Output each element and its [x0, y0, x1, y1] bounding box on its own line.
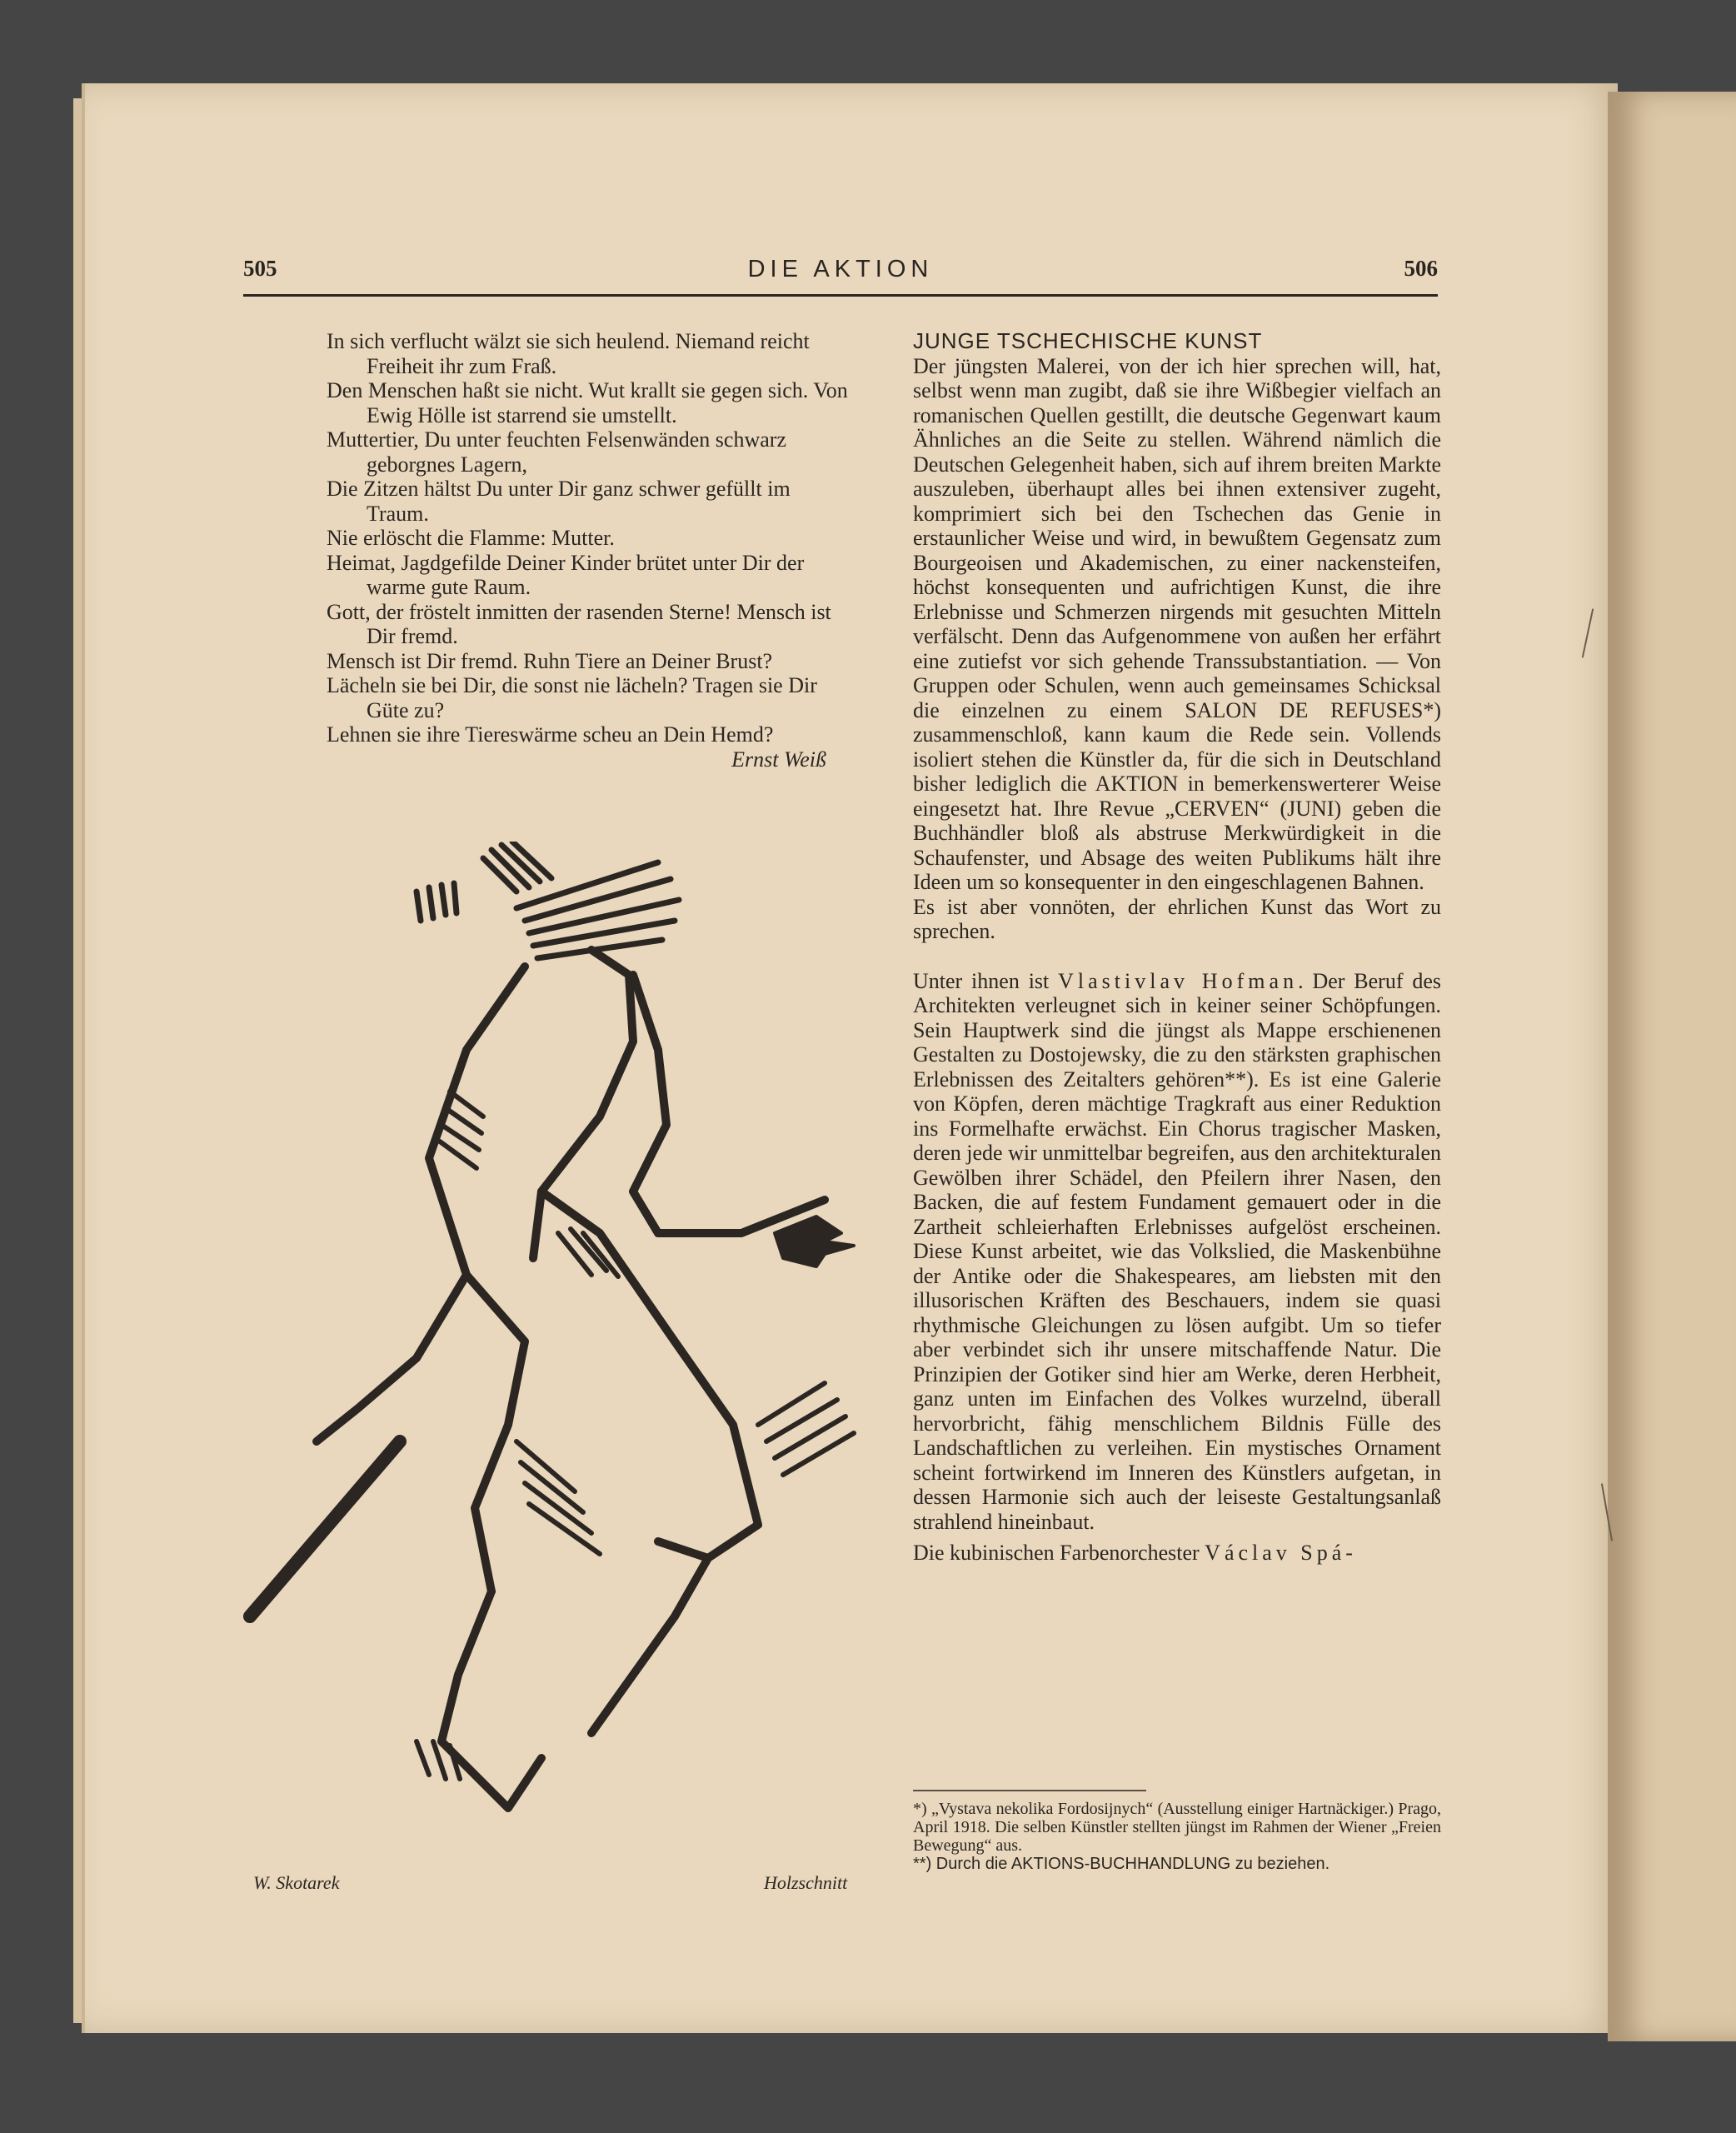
article-paragraph: Es ist aber vonnöten, der ehrlichen Kunst das Wort zu sprechen.	[913, 894, 1441, 943]
article-text: Die kubinischen Farbenorchester	[913, 1541, 1200, 1565]
footnote-rule	[913, 1790, 1146, 1791]
page-number-left: 505	[243, 256, 277, 281]
artist-name-hofman: Vlastivlav Hofman	[1058, 968, 1299, 993]
poem-author: Ernst Weiß	[731, 747, 826, 772]
footnotes	[913, 1800, 1441, 1873]
poem-line: Gott, der fröstelt inmitten der rasenden Sterne! Mensch ist Dir fremd.	[327, 599, 831, 648]
footnote: **) Durch die AKTIONS-BUCHHANDLUNG zu beziehen.	[913, 1855, 1330, 1873]
article-heading: JUNGE TSCHECHISCHE KUNST	[913, 328, 1263, 353]
journal-title: DIE AKTION	[747, 256, 934, 282]
artist-name-spala: Václav Spá-	[1205, 1541, 1357, 1565]
article-paragraph: Der jüngsten Malerei, von der ich hier sprechen will, hat, selbst wenn man zugibt, daß sie ihre Wißbegier vielfach an romanischen Quellen gestillt, die deutsche Gegenwart kaum Ähnliches an die Seite zu stellen. Während nämlich die Deutschen Gelegenheit haben, sich auf ihrem breiten Markte auszuleben, überhaupt alles bei ihnen extensiver zugeht, komprimiert sich bei den Tschechen das Genie in erstaunlicher Weise und wird, in bewußtem Gegensatz zum Bourgeoisen und Akademischen, zu einer nackensteifen, höchst konsequenten und aufrichtigen Kunst, die ihre Erlebnisse und Schmerzen nirgends mit gesuchten Mitteln verfälscht. Denn das Aufgenommene von außen her erfährt eine zutiefst vor sich gehende Transsubstantiation. — Von Gruppen oder Schulen, wenn auch gemeinsames Schicksal die einzelnen zu einem SALON DE REFUSES*) zusammenschloß, kann kaum die Rede sein. Vollends isoliert stehen die Künstler da, für die sich in Deutschland bisher lediglich die AKTION in bemerkenswerterer Weise eingesetzt hat. Ihre Revue „CERVEN“ (JUNI) geben die Buchhändler bloß als abstruse Merkwürdigkeit in die Schaufenster, und Absage des weiten Publikums hält ihre Ideen um so konsequenter in den eingeschlagenen Bahnen.	[913, 353, 1441, 894]
footnote: *) „Vystava nekolika Fordosijnych“ (Ausstellung einiger Hartnäckiger.) Prago, April 1918. Die selben Künstler stellten jüngst im Rahmen der Wiener „Freien Bewegung“ aus.	[913, 1800, 1441, 1855]
article-paragraph	[913, 969, 1441, 1535]
poem-line: Muttertier, Du unter feuchten Felsenwänden schwarz geborgnes Lagern,	[327, 427, 786, 477]
woodcut-artist-caption: W. Skotarek	[253, 1872, 340, 1893]
hair-strokes	[417, 842, 679, 958]
next-page-edge	[1608, 92, 1736, 2041]
poem-line: Heimat, Jagdgefilde Deiner Kinder brütet unter Dir der warme gute Raum.	[327, 550, 805, 599]
article-text: . Der Beruf des Architekten verleugnet sich in keiner seiner Schöpfungen. Sein Hauptwerk sind die jüngst als Mappe erschienenen Gestalten zu Dostojewsky, die zu den stärksten graphischen Erlebnissen des Zeitalters gehören**). Es ist eine Galerie von Köpfen, deren mächtige Tragkraft aus einer Reduktion ins Formelhafte erwächst. Ein Chorus tragischer Masken, deren jede wir unmittelbar begreifen, aus den architekturalen Gewölben ihrer Schädel, den Pfeilern ihrer Nasen, den Backen, die auf festem Fundament gemauert oder in die Zartheit schleierhaften Erlebnisses aufgelöst erscheinen. Diese Kunst arbeitet, wie das Volkslied, die Maskenbühne der Antike oder die Shakespeares, am liebsten mit den illusorischen Kräften des Beschauers, indem sie quasi rhythmische Gleichungen zu lösen aufgibt. Um so tiefer aber verbindet sich ihr unsere mitschaffende Natur. Die Prinzipien der Gotiker sind hier am Werke, deren Herbheit, ganz unten im Einfachen des Volkes wurzelnd, überall hervorbricht, fähig menschlichem Bildnis Fülle des Landschaftlichen zu verleihen. Ein mystisches Ornament scheint fortwirkend im Inneren des Künstlers aufgetan, in dessen Harmonie sich auch der leiseste Gestaltungsanlaß strahlend hineinbaut.	[913, 968, 1442, 1534]
poem-line: Den Menschen haßt sie nicht. Wut krallt sie gegen sich. Von Ewig Hölle ist starrend sie umstellt.	[327, 378, 848, 427]
poem-line: Die Zitzen hältst Du unter Dir ganz schwer gefüllt im Traum.	[327, 477, 791, 526]
woodcut-technique-caption: Holzschnitt	[764, 1872, 848, 1893]
running-header	[243, 254, 1438, 297]
poem-line: Lächeln sie bei Dir, die sonst nie lächeln? Tragen sie Dir Güte zu?	[327, 673, 817, 722]
article-paragraph	[913, 1541, 1441, 1566]
poem	[327, 329, 851, 772]
poem-line: Lehnen sie ihre Tiereswärme scheu an Dein Hemd?	[327, 722, 774, 747]
article	[913, 329, 1441, 1566]
woodcut-figure-image	[242, 842, 908, 1841]
article-text: Unter ihnen ist	[913, 968, 1050, 993]
poem-line: In sich verflucht wälzt sie sich heulend. Niemand reicht Freiheit ihr zum Fraß.	[327, 329, 810, 378]
poem-line: Nie erlöscht die Flamme: Mutter.	[327, 526, 615, 550]
poem-line: Mensch ist Dir fremd. Ruhn Tiere an Deiner Brust?	[327, 648, 773, 673]
page-number-right: 506	[1404, 256, 1438, 281]
